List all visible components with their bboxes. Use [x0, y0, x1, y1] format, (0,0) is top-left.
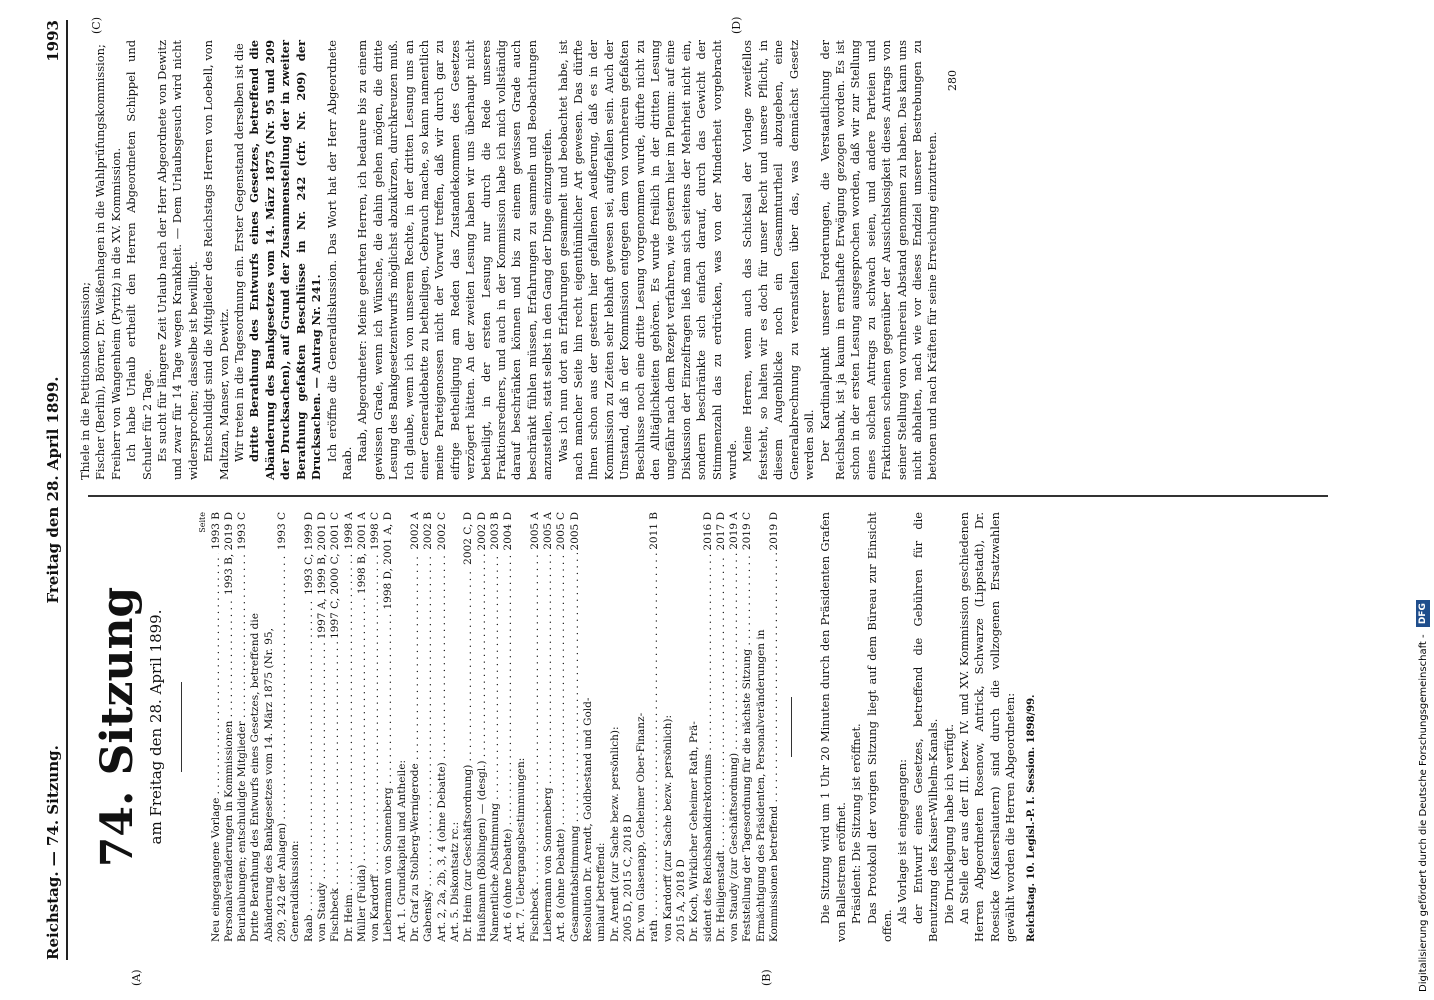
toc-entry-text: 2005 D, 2015 C, 2018 D	[621, 814, 634, 942]
right-paragraph: Entschuldigt sind die Mitglieder des Reichstags Herren von Loebell, von Maltzan, Manser, von Dewitz.	[201, 40, 231, 480]
digitization-note	[1412, 8, 1432, 992]
toc-entry	[316, 512, 329, 942]
toc-entry-page: 2002 A	[409, 512, 422, 550]
toc-entry-text: Neu eingegangene Vorlage . . .	[210, 553, 223, 942]
toc-entry-text: Raab . . .	[303, 598, 316, 942]
toc-entry-text: Dr. Heim (zur Geschäftsordnung) . . .	[462, 568, 475, 942]
toc-entry	[755, 512, 768, 942]
right-paragraph: dritte Berathung des Entwurfs eines Gesetzes, betreffend die Abänderung des Bankgesetzes vom 14. März 1875 (Nr. 95 und 209 der Drucksachen), auf Grund der Zusammenstellung der in zweiter Berathung gefaßten Beschlüsse in Nr. 242 (cfr. Nr. 209) der Drucksachen. — Antrag Nr. 241.	[247, 40, 324, 480]
left-paragraph: Das Protokoll der vorigen Sitzung liegt auf dem Büreau zur Einsicht offen.	[864, 512, 894, 942]
toc-entry	[210, 512, 223, 942]
toc-entry-page: 1993 C, 1999 D	[302, 512, 315, 595]
running-head-left: Reichstag. — 74. Sitzung.	[44, 745, 62, 960]
toc-entry-text: Abänderung des Bankgesetzes vom 14. März 1875 (Nr. 95,	[262, 628, 275, 942]
toc-entry-text: 2015 A, 2018 D	[674, 859, 687, 942]
toc-entry	[303, 512, 316, 942]
toc-entry	[529, 512, 542, 942]
running-head	[40, 20, 68, 960]
right-paragraph: Freiherr von Wangenheim (Pyritz) in die XV. Kommission.	[108, 147, 123, 480]
toc-entry	[356, 512, 369, 942]
table-of-contents	[210, 512, 782, 942]
toc-entry	[555, 512, 568, 942]
toc-entry	[343, 512, 356, 942]
right-body	[78, 40, 941, 480]
right-paragraph: Was ich nun dort an Erfahrungen gesammelt und beobachtet habe, ist nach mancher Seite hin recht eigenthümlicher Art gewesen. Das dürfte Ihnen schon aus der gestern hier gefallenen Aeußerung, daß es in der Kommission zu Zeiten sehr lebhaft gewesen sei, aufgefallen sein. Auch der Umstand, daß in der Kommission entgegen dem von vornherein gefaßten Beschlusse noch eine dritte Lesung vorgenommen wurde, dürfte nicht zu den Alltäglichkeiten gehören. Es wurde freilich in der dritten Lesung ungefähr nach dem Rezept verfahren, wie gestern hier im Plenum: auf eine Diskussion der Einzelfragen ließ man sich seitens der Mehrheit nicht ein, sondern beschränkte sich einfach darauf, durch das Gewicht der Stimmenzahl das zu erdrücken, was von der Minderheit vorgebracht wurde.	[555, 40, 740, 480]
toc-entry-text: Beurlaubungen; entschuldigte Mitglieder . . .	[236, 553, 249, 942]
left-paragraph: An Stelle der aus der III. bezw. IV. und XV. Kommission geschiedenen Herren Abgeordneten Rosenow, Antrick, Schwarze (Lippstadt), Dr. Roesicke (Kaiserslautern) sind durch die vollzogenen Ersatzwahlen gewählt worden die Herren Abgeordneten:	[957, 512, 1018, 942]
toc-entry-text: rath . . .	[648, 553, 661, 942]
toc-rule	[791, 697, 792, 757]
toc-entry-page: 1993 C	[276, 512, 289, 551]
toc-entry	[449, 512, 462, 942]
toc-entry	[569, 512, 582, 942]
toc-entry-page: 2019 D	[768, 512, 781, 551]
toc-entry-page: 2016 D	[701, 512, 714, 551]
right-paragraph: Der Kardinalpunkt unserer Forderungen, die Verstaatlichung der Reichsbank, ist ja kaum in ernsthafte Erwägung gezogen worden. Es ist schon in der ersten Lesung ausgesprochen worden, daß wir zur Stellung eines solchen Antrags zu schwach seien, und andere Parteien und Fraktionen scheinen gegenüber der Aussichtslosigkeit dieses Antrags von seiner Stellung von vornherein Abstand genommen zu haben. Das kann uns nicht abhalten, nach wie vor dieses Endziel unserer Bestrebungen zu betonen und nach Kräften für seine Erreichung einzutreten.	[817, 40, 940, 480]
toc-entry	[329, 512, 342, 942]
toc-entry-text: Art. 2, 2a, 2b, 3, 4 (ohne Debatte) . . .	[436, 553, 449, 942]
digitization-text: Digitalisierung gefördert durch die Deutsche Forschungsgemeinschaft -	[1418, 634, 1429, 992]
toc-entry-text: Haußmann (Böblingen) — (desgl.) . . .	[476, 553, 489, 942]
toc-entry-text: Art. 5. Diskontsatz rc.:	[448, 821, 461, 942]
toc-entry-text: von Staudy (zur Geschäftsordnung) . . .	[728, 553, 741, 942]
toc-entry	[223, 512, 236, 942]
left-column	[78, 512, 1338, 942]
right-paragraph: Raab, Abgeordneter: Meine geehrten Herren, ich bedaure bis zu einem gewissen Grade, wenn ich Wünsche, die dahin gehen mögen, die dritte Lesung des Bankgesetzentwurfs möglichst abzukürzen, durchkreuzen muß. Ich glaube, wenn ich von unserem Rechte, in der dritten Lesung uns an einer Generaldebatte zu betheiligen, Gebrauch mache, so kann namentlich meine Parteigenossen nicht der Vorwurf treffen, daß wir durch gar zu eifrige Betheiligung am Reden das Zustandekommen des Gesetzes verzögert hätten. An der zweiten Lesung haben wir uns überhaupt nicht betheiligt, in der ersten Lesung nur durch die Rede unseres Fraktionsredners, und auch in der Kommission habe ich mich vollständig darauf beschränken können und bis zu einem gewissen Grade auch beschränkt fühlen müssen, Erfahrungen zu sammeln und Beobachtungen anzustellen, statt selbst in den Gang der Dinge einzugreifen.	[355, 40, 555, 480]
toc-entry	[675, 512, 688, 942]
footer-note: Reichstag. 10. Legisl.-P. I. Session. 1898/99.	[1025, 694, 1037, 942]
toc-entry-page: 2011 B	[648, 512, 661, 550]
toc-entry	[236, 512, 249, 942]
toc-entry	[741, 512, 754, 942]
toc-entry	[476, 512, 489, 942]
toc-entry-page: 2005 A	[542, 512, 555, 550]
toc-entry	[688, 512, 701, 942]
toc-entry-page: 1998 D, 2001 A, D	[382, 512, 395, 610]
right-paragraph: Wir treten in die Tagesordnung ein. Erster Gegenstand derselben ist die	[232, 43, 247, 462]
toc-entry-text: Dr. Heim . . .	[343, 553, 356, 942]
toc-entry-text: von Staudy . . .	[316, 642, 329, 942]
right-paragraph: Ich habe Urlaub ertheilt den Herren Abgeordneten Schippel und Schuler für 2 Tage.	[124, 40, 154, 480]
toc-entry-text: Feststellung der Tagesordnung für die nächste Sitzung . . .	[741, 553, 754, 942]
toc-entry-page: 2005 C	[555, 512, 568, 551]
marker-a: (A)	[130, 969, 143, 986]
toc-entry-page: 2002 B	[422, 512, 435, 550]
toc-entry-text: Art. 6 (ohne Debatte) . . .	[502, 553, 515, 942]
toc-entry-page: 1998 C	[369, 512, 382, 551]
right-paragraph: Ich eröffne die Generaldiskussion. Das Wort hat der Herr Abgeordnete Raab.	[324, 40, 354, 480]
toc-entry	[422, 512, 435, 942]
toc-entry-text: Fischbeck . . .	[329, 642, 342, 942]
right-paragraph: Thiele in die Petitionskommission;	[78, 282, 92, 480]
right-paragraph: Meine Herren, wenn auch das Schicksal der Vorlage zweifellos feststeht, so halten wir es doch für unser Recht und unsere Pflicht, in diesem Augenblicke noch ein Gesammturtheil abzugeben, eine Generalabrechnung zu veranstalten über das, was demnächst Gesetz werden soll.	[740, 40, 817, 480]
toc-entry-text: Dr. Heiligenstadt . . .	[715, 553, 728, 942]
toc-entry	[728, 512, 741, 942]
toc-entry	[436, 512, 449, 942]
toc-entry-text: Art. 7. Uebergangsbestimmungen:	[515, 757, 528, 942]
toc-entry	[263, 512, 276, 942]
toc-entry-text: Gabensky . . .	[422, 553, 435, 942]
toc-entry	[382, 512, 395, 942]
toc-entry-page: 2005 A	[528, 512, 541, 550]
toc-entry-page: 2019 A	[728, 512, 741, 550]
marker-b: (B)	[760, 969, 773, 986]
toc-entry-page: 2005 D	[568, 512, 581, 551]
left-body	[818, 512, 1018, 942]
toc-entry	[409, 512, 422, 942]
toc-entry	[515, 512, 528, 942]
left-paragraph: Die Drucklegung habe ich verfügt.	[941, 723, 956, 924]
toc-entry	[595, 512, 608, 942]
toc-entry-text: Liebermann von Sonnenberg . . .	[382, 613, 395, 942]
toc-entry-text: Dr. Graf zu Stolberg-Wernigerode . . .	[409, 553, 422, 942]
toc-entry-text: Dr. von Glasenapp, Geheimer Ober-Finanz-	[635, 712, 648, 942]
toc-entry-page: 1998 B, 2001 A	[355, 512, 368, 595]
toc-entry-text: Kommissionen betreffend . . .	[768, 553, 781, 942]
marker-c: (C)	[90, 17, 103, 34]
toc-entry	[768, 512, 781, 942]
toc-entry	[648, 512, 661, 942]
toc-entry-text: Namentliche Abstimmung . . .	[489, 553, 502, 942]
left-paragraph: der Entwurf eines Gesetzes, betreffend die Gebühren für die Benutzung des Kaiser-Wilhelm-Kanals.	[910, 512, 941, 942]
column-divider	[88, 495, 1328, 497]
page-number: 1993	[44, 20, 62, 62]
toc-entry-text: sident des Reichsbankdirektoriums . . .	[702, 553, 715, 942]
toc-entry-text: Resolution Dr. Arendt, Goldbestand und Gold-	[581, 697, 594, 942]
toc-entry-text: von Kardorff . . .	[369, 553, 382, 942]
right-paragraph: Es sucht für längere Zeit Urlaub nach der Herr Abgeordnete von Dewitz und zwar für 14 Tage wegen Krankheit. — Dem Urlaubsgesuch wird nicht widersprochen; dasselbe ist bewilligt.	[155, 40, 200, 480]
toc-entry-page: 2003 B	[488, 512, 501, 550]
toc-entry	[276, 512, 289, 942]
toc-entry-page: 1997 A, 1999 B, 2001 D	[315, 512, 328, 640]
toc-entry-text: 209, 242 der Anlagen) . . .	[276, 553, 289, 942]
seite-label: Seite	[198, 512, 208, 533]
toc-entry-page: 2004 D	[502, 512, 515, 551]
toc-entry-text: Dr. Arendt (zur Sache bezw. persönlich):	[608, 726, 621, 942]
toc-entry-text: Liebermann von Sonnenberg . . .	[542, 553, 555, 942]
toc-entry-page: 2002 D	[475, 512, 488, 551]
toc-entry	[249, 512, 262, 942]
toc-entry	[609, 512, 622, 942]
right-paragraph: Fischer (Berlin), Börner, Dr. Weißenhagen in die Wahlprüfungskommission;	[93, 44, 108, 480]
toc-entry-text: Art. 8 (ohne Debatte) . . .	[555, 553, 568, 942]
toc-entry-page: 1997 C, 2000 C, 2001 C	[329, 512, 342, 639]
toc-entry-text: Müller (Fulda) . . .	[356, 597, 369, 942]
right-column	[78, 40, 1348, 480]
toc-entry	[715, 512, 728, 942]
toc-entry-text: von Kardorff (zur Sache bezw. persönlich):	[661, 714, 674, 942]
toc-entry-page: 1993 C	[236, 512, 249, 551]
toc-entry	[622, 512, 635, 942]
running-head-center: Freitag den 28. April 1899.	[44, 376, 62, 604]
toc-entry-text: Generaldiskussion:	[289, 840, 302, 942]
toc-entry-text: Ermächtigung des Präsidenten, Personalveränderungen in	[754, 629, 767, 942]
toc-entry-text: Fischbeck . . .	[529, 553, 542, 942]
toc-entry	[502, 512, 515, 942]
toc-entry-page: 1998 A	[342, 512, 355, 550]
toc-entry	[542, 512, 555, 942]
toc-entry-page: 2019 C	[741, 512, 754, 551]
title-rule	[181, 682, 182, 772]
toc-entry	[462, 512, 475, 942]
toc-entry-page: 2017 D	[714, 512, 727, 551]
toc-entry	[369, 512, 382, 942]
session-date: am Freitag den 28. April 1899.	[147, 609, 165, 845]
toc-entry-page: 2002 C	[435, 512, 448, 551]
toc-entry-text: Gesammtabstimmung . . .	[569, 553, 582, 942]
toc-entry	[396, 512, 409, 942]
session-title: 74. Sitzung	[92, 586, 143, 868]
sheet-number: 280	[945, 70, 959, 91]
toc-entry-text: umlauf betreffend:	[595, 842, 608, 942]
toc-entry-text: Personalveränderungen in Kommissionen . . .	[223, 598, 236, 942]
toc-entry-page: 2002 C, D	[462, 512, 475, 565]
toc-entry-page: 1993 B, 2019 D	[222, 512, 235, 595]
left-paragraph: Als Vorlage ist eingegangen:	[895, 759, 910, 924]
toc-entry	[635, 512, 648, 942]
toc-entry-text: Dr. Koch, Wirklicher Geheimer Rath, Prä-	[688, 721, 701, 942]
marker-d: (D)	[730, 16, 743, 34]
toc-entry	[662, 512, 675, 942]
toc-entry	[289, 512, 302, 942]
left-paragraph: Die Sitzung wird um 1 Uhr 20 Minuten durch den Präsidenten Grafen von Ballestrem eröffnet.	[818, 512, 848, 942]
toc-entry	[582, 512, 595, 942]
toc-entry	[489, 512, 502, 942]
left-paragraph: Präsident: Die Sitzung ist eröffnet.	[849, 723, 864, 924]
toc-entry-text: Art. 1. Grundkapital und Antheile:	[395, 760, 408, 942]
toc-entry-text: Dritte Berathung des Entwurfs eines Gesetzes, betreffend die	[249, 613, 262, 942]
toc-entry-page: 1993 B	[209, 512, 222, 550]
toc-entry	[702, 512, 715, 942]
dfg-logo: DFG	[1416, 600, 1430, 627]
